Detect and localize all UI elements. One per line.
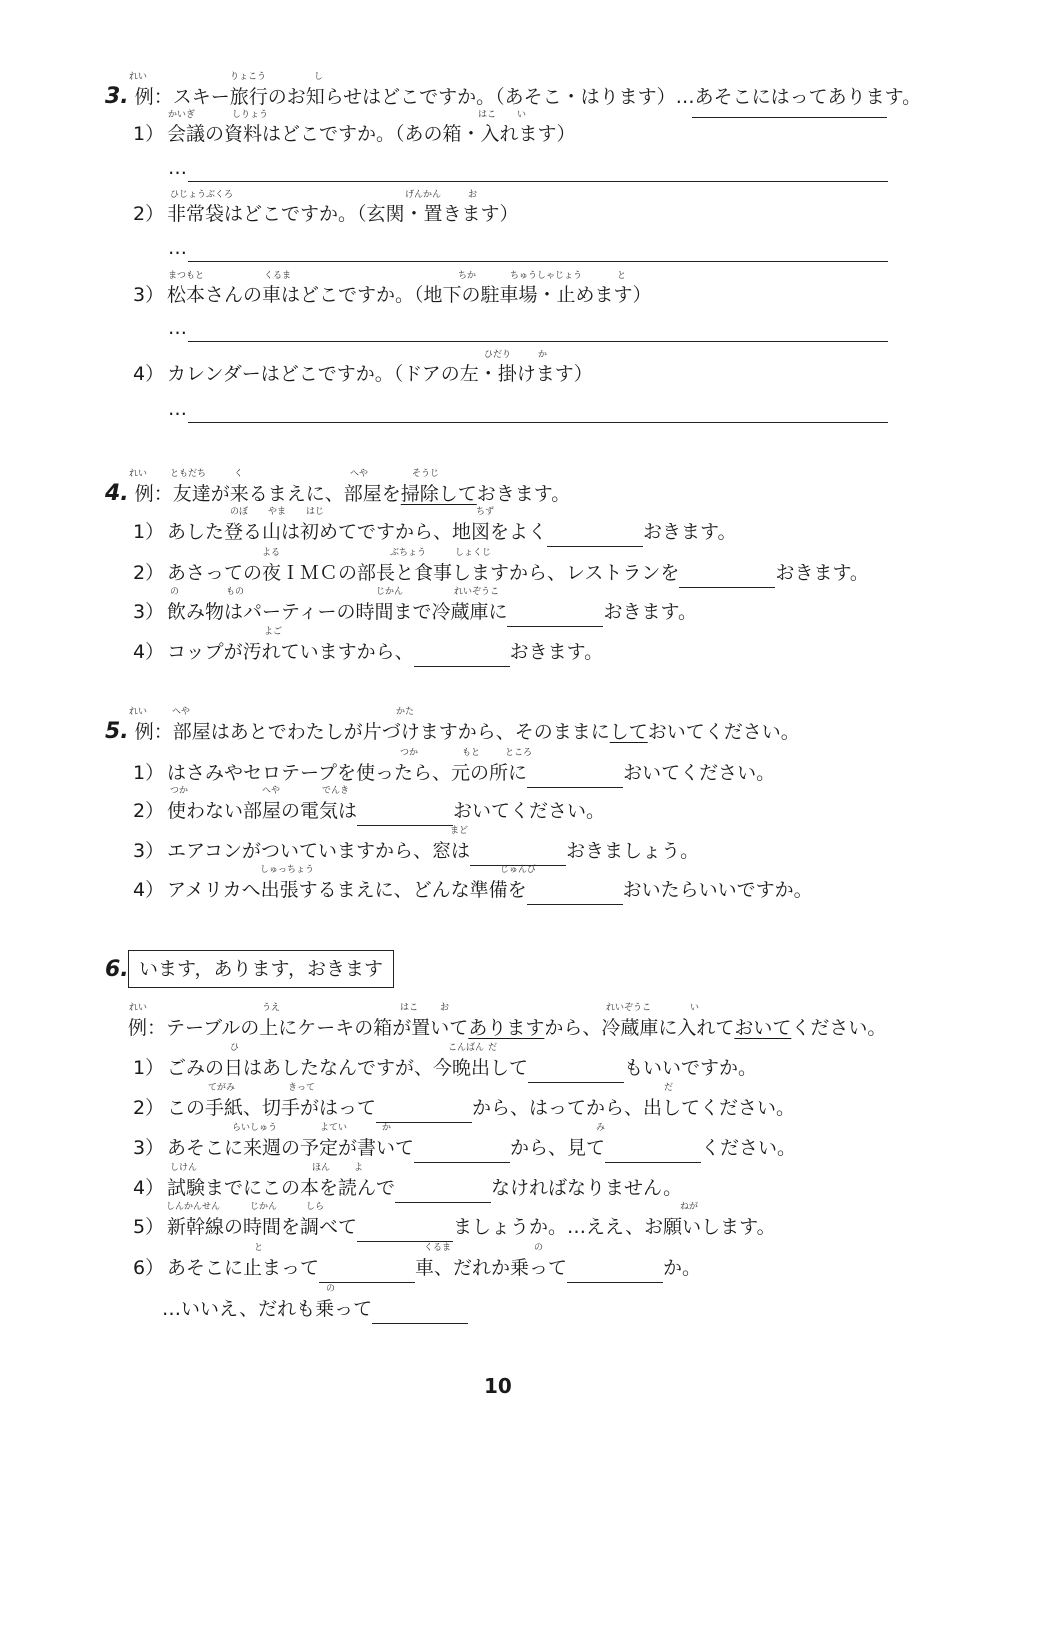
item-number: 2） [133, 1097, 165, 1119]
furigana: か [382, 1123, 392, 1133]
furigana: ちず [476, 507, 495, 517]
question-text: あそこに来週の予定が書いて [167, 1137, 415, 1159]
blank[interactable] [507, 602, 603, 627]
exercise-3-example [105, 85, 921, 109]
furigana: かいぎ [168, 110, 196, 120]
question-text: あした登る山は初めてですから、地図をよく [167, 521, 548, 543]
question-text: はさみやセロテープを使ったら、元の所に [167, 762, 528, 784]
furigana: はこ [400, 1003, 419, 1013]
furigana: お [468, 190, 478, 200]
furigana: つか [170, 786, 189, 796]
furigana: の [534, 1243, 544, 1253]
furigana: だ [488, 1043, 498, 1053]
blank[interactable] [357, 1217, 453, 1242]
section-number: 5. [105, 719, 129, 744]
exercise-6-item-1 [133, 1056, 757, 1083]
exercise-6-item-3 [133, 1136, 796, 1163]
furigana: し [314, 72, 324, 82]
example-text-end: おきます。 [476, 483, 571, 505]
question-text-end: なければなりません。 [491, 1177, 683, 1199]
item-number: 4） [133, 641, 165, 663]
question-text: コップが汚れていますから、 [167, 641, 414, 663]
furigana: の [326, 1284, 336, 1294]
item-number: 5） [133, 1216, 165, 1238]
question-text-end: もいいですか。 [624, 1057, 758, 1079]
furigana: ぶちょう [390, 548, 427, 558]
blank[interactable] [376, 1098, 472, 1123]
furigana: ひだり [484, 350, 512, 360]
example-text: テーブルの上にケーキの箱が置いて [166, 1017, 469, 1039]
question-text-end: おきます。 [603, 601, 697, 623]
exercise-4-item-2 [133, 561, 869, 588]
example-answer: あります [468, 1017, 545, 1039]
answer-prefix: … [168, 237, 187, 259]
exercise-4-item-3 [133, 600, 697, 627]
furigana: ちか [458, 271, 477, 281]
answer-prefix: … [168, 317, 187, 339]
example-prefix: 例： [134, 721, 173, 743]
furigana: もと [462, 748, 481, 758]
furigana: やま [268, 507, 287, 517]
question-text-end: から、はってから、出してください。 [472, 1097, 796, 1119]
furigana: のぼ [230, 507, 249, 517]
furigana: へや [350, 469, 369, 479]
exercise-5-item-3 [133, 839, 699, 866]
furigana: れいぞうこ [606, 1003, 652, 1013]
furigana: ひじょうぶくろ [170, 190, 234, 200]
furigana: はこ [478, 110, 497, 120]
question-text-end: おきます。 [775, 562, 869, 584]
item-number: 4） [133, 363, 165, 385]
item-number: 2） [133, 562, 165, 584]
furigana: い [690, 1003, 700, 1013]
blank[interactable] [372, 1299, 468, 1324]
furigana: きって [288, 1083, 316, 1093]
furigana: しんかんせん [166, 1202, 221, 1212]
question-text-end: おいてください。 [453, 800, 606, 822]
furigana: だ [664, 1083, 674, 1093]
question-text: エアコンがついていますから、窓は [167, 840, 471, 862]
word-choice-box: います，あります，おきます [128, 950, 394, 988]
furigana: み [596, 1123, 606, 1133]
furigana: れい [129, 707, 148, 717]
exercise-6-item-6 [133, 1256, 701, 1283]
example-text-end: ください。 [791, 1017, 887, 1039]
exercise-5-example [105, 720, 800, 744]
exercise-3-item-3 [133, 283, 652, 307]
example-text: スキー旅行のお知らせはどこですか。（あそこ・はります）…あそこにはってあります。 [172, 86, 922, 108]
question-text: 会議の資料はどこですか。（あの箱・入れます） [167, 123, 576, 145]
furigana: よてい [320, 1123, 348, 1133]
example-prefix: 例： [134, 483, 173, 505]
example-text: 部屋はあとでわたしが片づけますから、そのままに [172, 721, 610, 743]
example-answer-2: おいて [734, 1017, 792, 1039]
question-text-end: おきます。 [643, 521, 737, 543]
furigana: か [538, 350, 548, 360]
item-number: 1） [133, 521, 165, 543]
question-text: あさっての夜ＩＭＣの部長と食事しますから、レストランを [167, 562, 680, 584]
section-number: 3. [105, 84, 129, 109]
furigana: ともだち [170, 469, 207, 479]
furigana: でんき [322, 786, 350, 796]
section-number: 6. [105, 957, 129, 982]
furigana: まど [450, 826, 469, 836]
blank-2[interactable] [567, 1258, 663, 1283]
furigana: い [517, 110, 527, 120]
item-number: 4） [133, 879, 165, 901]
furigana: しけん [170, 1163, 198, 1173]
item-number: 1） [133, 762, 165, 784]
furigana: れい [129, 72, 148, 82]
question-text-end: おいてください。 [623, 762, 776, 784]
exercise-6-item-4 [133, 1176, 682, 1203]
furigana: れいぞうこ [454, 587, 500, 597]
example-text-mid: から、冷蔵庫に入れて [544, 1017, 735, 1039]
blank[interactable] [414, 642, 510, 667]
question-text: 非常袋はどこですか。（玄関・置きます） [167, 203, 519, 225]
question-text-mid: から、見て [510, 1137, 606, 1159]
furigana: よご [264, 627, 283, 637]
exercise-6-example [128, 1016, 886, 1040]
exercise-5-item-2 [133, 799, 605, 826]
answer-prefix: … [168, 157, 187, 179]
furigana: よ [354, 1163, 364, 1173]
exercise-6-item-2 [133, 1096, 795, 1123]
exercise-5-item-4 [133, 878, 813, 905]
page-number: 10 [484, 1374, 512, 1398]
blank[interactable] [414, 1138, 510, 1163]
blank[interactable] [527, 763, 623, 788]
exercise-4-item-4 [133, 640, 603, 667]
exercise-6-number-row [105, 958, 129, 982]
item-number: 1） [133, 123, 165, 145]
furigana: の [170, 587, 180, 597]
furigana: しりょう [232, 110, 269, 120]
exercise-5-item-1 [133, 761, 775, 788]
furigana: れい [129, 469, 148, 479]
question-text-end: か。 [663, 1257, 702, 1279]
blank[interactable] [357, 801, 453, 826]
question-text: アメリカへ出張するまえに、どんな準備を [167, 879, 527, 901]
blank[interactable] [679, 563, 775, 588]
example-prefix: 例： [134, 86, 173, 108]
furigana: と [617, 271, 627, 281]
question-text: 松本さんの車はどこですか。（地下の駐車場・止めます） [167, 284, 652, 306]
exercise-3-item-1 [133, 122, 576, 146]
answer-line[interactable] [188, 422, 888, 423]
answer-line[interactable] [188, 181, 888, 182]
furigana: そうじ [412, 469, 440, 479]
question-text-end: ください。 [701, 1137, 797, 1159]
item-number: 2） [133, 203, 165, 225]
furigana: じかん [376, 587, 404, 597]
item-number: 6） [133, 1257, 165, 1279]
furigana: ねが [680, 1202, 699, 1212]
item-number: 4） [133, 1177, 165, 1199]
furigana: くるま [264, 271, 292, 281]
question-text-end: ましょうか。…ええ、お願いします。 [453, 1216, 776, 1238]
furigana: しょくじ [455, 548, 492, 558]
question-text: 使わない部屋の電気は [167, 800, 358, 822]
furigana: まつもと [168, 271, 205, 281]
answer-prefix: … [168, 398, 187, 420]
furigana: りょこう [230, 72, 267, 82]
blank-2[interactable] [605, 1138, 701, 1163]
item-number: 3） [133, 1137, 165, 1159]
furigana: お [440, 1003, 450, 1013]
furigana: ちゅうしゃじょう [510, 271, 583, 281]
furigana: へや [262, 786, 281, 796]
furigana: よる [262, 548, 281, 558]
item-number: 3） [133, 284, 165, 306]
furigana: くるま [424, 1243, 452, 1253]
question-text-mid: 車、だれか乗って [415, 1257, 568, 1279]
exercise-4-item-1 [133, 520, 737, 547]
question-text-end: おきます。 [509, 641, 604, 663]
exercise-3-item-4 [133, 362, 593, 386]
example-answer: して [609, 721, 648, 743]
question-text: 試験までにこの本を読んで [167, 1177, 396, 1199]
blank[interactable] [547, 522, 643, 547]
example-answer: 掃除して [400, 483, 477, 505]
blank[interactable] [528, 1058, 624, 1083]
furigana: じかん [250, 1202, 278, 1212]
furigana: く [234, 469, 244, 479]
furigana: げんかん [405, 190, 442, 200]
furigana: らいしゅう [232, 1123, 278, 1133]
answer-line[interactable] [188, 341, 888, 342]
furigana: ひ [230, 1043, 240, 1053]
question-text: この手紙、切手がはって [167, 1097, 377, 1119]
question-text-end: おきましょう。 [566, 840, 700, 862]
item-number: 3） [133, 840, 165, 862]
furigana: てがみ [208, 1083, 236, 1093]
furigana: しら [306, 1202, 325, 1212]
blank[interactable] [470, 841, 566, 866]
item-number: 1） [133, 1057, 165, 1079]
furigana: もの [226, 587, 245, 597]
example-text: 友達が来るまえに、部屋を [172, 483, 401, 505]
furigana: れい [129, 1003, 148, 1013]
exercise-4-example [105, 482, 570, 506]
item-number: 3） [133, 601, 165, 623]
item-number: 2） [133, 800, 165, 822]
question-text: 飲み物はパーティーの時間まで冷蔵庫に [167, 601, 508, 623]
furigana: へや [172, 707, 191, 717]
exercise-3-item-2 [133, 202, 519, 226]
furigana: はじ [306, 507, 325, 517]
example-prefix: 例： [128, 1017, 167, 1039]
example-text-end: おいてください。 [647, 721, 800, 743]
furigana: ほん [312, 1163, 331, 1173]
furigana: と [254, 1243, 264, 1253]
question-text-end: おいたらいいですか。 [622, 879, 813, 901]
section-number: 4. [105, 481, 129, 506]
exercise-6-item-5 [133, 1215, 776, 1242]
question-text: 新幹線の時間を調べて [167, 1216, 358, 1238]
answer-line[interactable] [188, 261, 888, 262]
furigana: つか [400, 748, 419, 758]
reply-text: …いいえ、だれも乗って [162, 1298, 373, 1320]
furigana: しゅっちょう [260, 865, 315, 875]
furigana: ところ [505, 748, 533, 758]
blank[interactable] [527, 880, 623, 905]
blank[interactable] [395, 1178, 491, 1203]
question-text: あそこに止まって [167, 1257, 320, 1279]
blank[interactable] [319, 1258, 415, 1283]
exercise-6-item-6-reply [162, 1297, 468, 1324]
furigana: かた [396, 707, 415, 717]
example-answer-underline [692, 117, 887, 118]
furigana: こんばん [448, 1043, 485, 1053]
furigana: じゅんび [500, 865, 537, 875]
question-text: ごみの日はあしたなんですが、今晩出して [167, 1057, 529, 1079]
furigana: うえ [262, 1003, 281, 1013]
question-text: カレンダーはどこですか。（ドアの左・掛けます） [167, 363, 593, 385]
